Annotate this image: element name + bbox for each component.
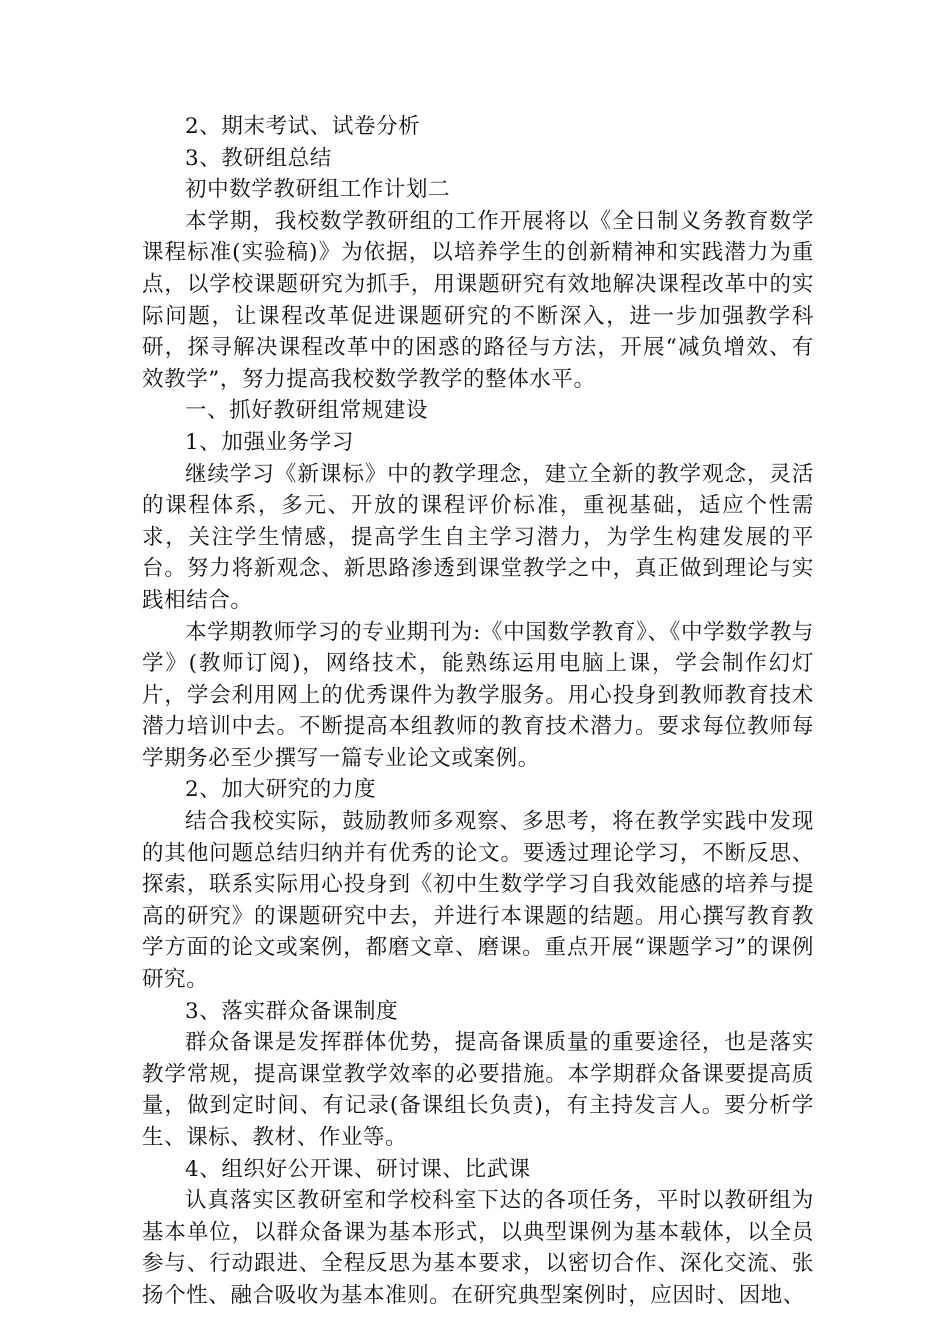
subheading-lesson-prep: 3、落实群众备课制度 — [185, 998, 399, 1024]
subheading-research: 2、加大研究的力度 — [185, 777, 377, 803]
document-body — [142, 111, 814, 1312]
section-heading-routine: 一、抓好教研组常规建设 — [185, 398, 429, 424]
list-item-final-exam: 2、期末考试、试卷分析 — [185, 114, 421, 139]
paragraph-journals: 本学期教师学习的专业期刊为:《中国数学教育》、《中学数学教与学》(教师订阅)，网络技术，能熟练运用电脑上课，学会制作幻灯片，学会利用网上的优秀课件为教学服务。用心投身到教师教育技术潜力培训中去。不断提高本组教师的教育技术潜力。要求每位教师每学期务必至少撰写一篇专业论文或案例。 — [142, 619, 814, 771]
subheading-business-study: 1、加强业务学习 — [185, 429, 354, 455]
list-item-group-summary: 3、教研组总结 — [185, 145, 332, 171]
paragraph-new-curriculum: 继续学习《新课标》中的教学理念，建立全新的教学观念，灵活的课程体系，多元、开放的课程评价标准，重视基础，适应个性需求，关注学生情感，提高学生自主学习潜力，为学生构建发展的平台。努力将新观念、新思路渗透到课堂教学之中，真正做到理论与实践相结合。 — [142, 461, 814, 613]
section-title-plan-two: 初中数学教研组工作计划二 — [185, 177, 451, 203]
subheading-open-classes: 4、组织好公开课、研讨课、比武课 — [185, 1156, 531, 1182]
paragraph-lesson-prep: 群众备课是发挥群体优势，提高备课质量的重要途径，也是落实教学常规，提高课堂教学效率的必要措施。本学期群众备课要提高质量，做到定时间、有记录(备课组长负责)，有主持发言人。要分析学生、课标、教材、作业等。 — [142, 1030, 814, 1150]
paragraph-open-classes: 认真落实区教研室和学校科室下达的各项任务，平时以教研组为基本单位，以群众备课为基本形式，以典型课例为基本载体，以全员参与、行动跟进、全程反思为基本要求，以密切合作、深化交流、张扬个性、融合吸收为基本准则。在研究典型案例时，应因时、因地、 — [142, 1188, 814, 1308]
paragraph-research: 结合我校实际，鼓励教师多观察、多思考，将在教学实践中发现的其他问题总结归纳并有优秀的论文。要透过理论学习，不断反思、探索，联系实际用心投身到《初中生数学学习自我效能感的培养与提高的研究》的课题研究中去，并进行本课题的结题。用心撰写教育教学方面的论文或案例，都磨文章、磨课。重点开展“课题学习”的课例研究。 — [142, 809, 814, 993]
intro-paragraph: 本学期，我校数学教研组的工作开展将以《全日制义务教育数学课程标准(实验稿)》为依据，以培养学生的创新精神和实践潜力为重点，以学校课题研究为抓手，用课题研究有效地解决课程改革中的实际问题，让课程改革促进课题研究的不断深入，进一步加强教学科研，探寻解决课程改革中的困惑的路径与方法，开展“减负增效、有效教学”，努力提高我校数学教学的整体水平。 — [142, 208, 814, 392]
